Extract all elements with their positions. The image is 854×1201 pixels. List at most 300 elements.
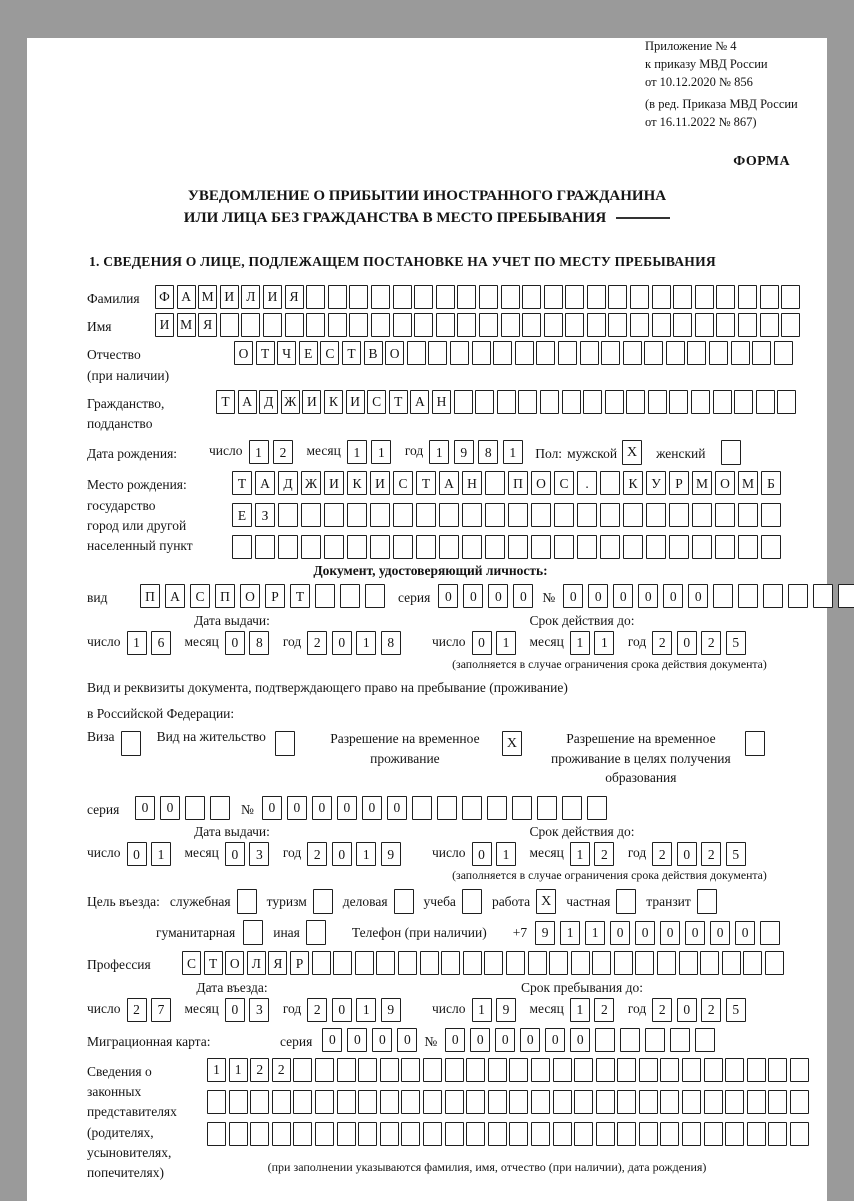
char-cell[interactable] — [600, 503, 620, 527]
char-cell[interactable]: А — [165, 584, 185, 608]
char-cell[interactable]: С — [554, 471, 574, 495]
char-cell[interactable] — [600, 471, 620, 495]
date-year-cell[interactable]: 5 — [726, 631, 746, 655]
char-cell[interactable] — [760, 313, 779, 337]
char-cell[interactable]: 0 — [463, 584, 483, 608]
char-cell[interactable] — [312, 951, 331, 975]
char-cell[interactable] — [673, 313, 692, 337]
char-cell[interactable] — [715, 503, 735, 527]
char-cell[interactable] — [700, 951, 719, 975]
char-cell[interactable]: . — [577, 471, 597, 495]
char-cell[interactable] — [768, 1058, 787, 1082]
char-cell[interactable] — [497, 390, 516, 414]
char-cell[interactable] — [393, 313, 412, 337]
char-cell[interactable] — [760, 285, 779, 309]
char-cell[interactable] — [558, 341, 577, 365]
date-year-cell[interactable]: 9 — [381, 998, 401, 1022]
char-cell[interactable] — [670, 1028, 690, 1052]
char-cell[interactable]: Е — [299, 341, 318, 365]
char-cell[interactable] — [380, 1058, 399, 1082]
char-cell[interactable] — [768, 1090, 787, 1114]
date-day-cell[interactable]: 0 — [472, 631, 492, 655]
purpose-business-checkbox[interactable] — [394, 889, 414, 914]
char-cell[interactable] — [692, 503, 712, 527]
char-cell[interactable]: М — [738, 471, 758, 495]
visa-checkbox[interactable] — [121, 731, 141, 756]
purpose-official-checkbox[interactable] — [237, 889, 257, 914]
char-cell[interactable]: 0 — [135, 796, 155, 820]
char-cell[interactable] — [466, 1058, 485, 1082]
char-cell[interactable] — [488, 1090, 507, 1114]
char-cell[interactable] — [713, 390, 732, 414]
char-cell[interactable] — [537, 796, 557, 820]
char-cell[interactable] — [682, 1122, 701, 1146]
date-year-cell[interactable]: 0 — [677, 998, 697, 1022]
char-cell[interactable]: Я — [198, 313, 217, 337]
char-cell[interactable] — [565, 285, 584, 309]
char-cell[interactable]: А — [255, 471, 275, 495]
char-cell[interactable]: 0 — [563, 584, 583, 608]
char-cell[interactable] — [393, 503, 413, 527]
date-year-cell[interactable]: 0 — [332, 631, 352, 655]
char-cell[interactable] — [414, 285, 433, 309]
char-cell[interactable] — [278, 535, 298, 559]
char-cell[interactable] — [646, 503, 666, 527]
char-cell[interactable]: 2 — [250, 1058, 269, 1082]
char-cell[interactable] — [509, 1122, 528, 1146]
char-cell[interactable] — [692, 535, 712, 559]
char-cell[interactable] — [605, 390, 624, 414]
char-cell[interactable]: О — [234, 341, 253, 365]
char-cell[interactable] — [648, 390, 667, 414]
char-cell[interactable] — [462, 535, 482, 559]
char-cell[interactable] — [562, 390, 581, 414]
char-cell[interactable] — [531, 1058, 550, 1082]
purpose-humanitarian-checkbox[interactable] — [243, 920, 263, 945]
char-cell[interactable] — [687, 341, 706, 365]
char-cell[interactable] — [738, 503, 758, 527]
date-year-cell[interactable]: 0 — [677, 842, 697, 866]
char-cell[interactable] — [508, 503, 528, 527]
char-cell[interactable] — [587, 313, 606, 337]
char-cell[interactable]: Н — [432, 390, 451, 414]
char-cell[interactable] — [285, 313, 304, 337]
char-cell[interactable]: С — [320, 341, 339, 365]
char-cell[interactable] — [747, 1090, 766, 1114]
date-year-cell[interactable]: 2 — [701, 998, 721, 1022]
char-cell[interactable] — [255, 535, 275, 559]
char-cell[interactable]: С — [182, 951, 201, 975]
char-cell[interactable]: И — [370, 471, 390, 495]
char-cell[interactable] — [207, 1090, 226, 1114]
char-cell[interactable] — [439, 503, 459, 527]
char-cell[interactable] — [577, 535, 597, 559]
char-cell[interactable]: 2 — [272, 1058, 291, 1082]
char-cell[interactable]: Р — [669, 471, 689, 495]
char-cell[interactable] — [790, 1090, 809, 1114]
char-cell[interactable]: К — [623, 471, 643, 495]
char-cell[interactable] — [716, 313, 735, 337]
char-cell[interactable] — [337, 1122, 356, 1146]
char-cell[interactable] — [660, 1122, 679, 1146]
char-cell[interactable] — [301, 503, 321, 527]
date-month-cell[interactable]: 1 — [371, 440, 391, 464]
char-cell[interactable] — [620, 1028, 640, 1052]
char-cell[interactable] — [630, 285, 649, 309]
char-cell[interactable] — [522, 285, 541, 309]
char-cell[interactable] — [660, 1058, 679, 1082]
char-cell[interactable] — [639, 1090, 658, 1114]
char-cell[interactable]: М — [198, 285, 217, 309]
date-year-cell[interactable]: 9 — [381, 842, 401, 866]
char-cell[interactable]: 0 — [570, 1028, 590, 1052]
char-cell[interactable] — [423, 1058, 442, 1082]
char-cell[interactable] — [512, 796, 532, 820]
char-cell[interactable] — [509, 1090, 528, 1114]
char-cell[interactable]: У — [646, 471, 666, 495]
char-cell[interactable] — [501, 313, 520, 337]
char-cell[interactable] — [531, 1090, 550, 1114]
char-cell[interactable] — [630, 313, 649, 337]
date-year-cell[interactable]: 2 — [652, 631, 672, 655]
char-cell[interactable] — [333, 951, 352, 975]
date-year-cell[interactable]: 1 — [503, 440, 523, 464]
char-cell[interactable]: З — [255, 503, 275, 527]
char-cell[interactable]: В — [364, 341, 383, 365]
date-day-cell[interactable]: 6 — [151, 631, 171, 655]
char-cell[interactable]: М — [692, 471, 712, 495]
char-cell[interactable] — [328, 313, 347, 337]
char-cell[interactable] — [185, 796, 205, 820]
char-cell[interactable]: 0 — [610, 921, 630, 945]
char-cell[interactable]: 0 — [337, 796, 357, 820]
char-cell[interactable] — [509, 1058, 528, 1082]
date-month-cell[interactable]: 3 — [249, 998, 269, 1022]
char-cell[interactable]: А — [177, 285, 196, 309]
char-cell[interactable]: С — [367, 390, 386, 414]
char-cell[interactable]: О — [531, 471, 551, 495]
char-cell[interactable] — [669, 390, 688, 414]
date-year-cell[interactable]: 2 — [307, 842, 327, 866]
char-cell[interactable]: Т — [416, 471, 436, 495]
date-year-cell[interactable]: 2 — [652, 842, 672, 866]
date-month-cell[interactable]: 1 — [570, 631, 590, 655]
char-cell[interactable]: 0 — [688, 584, 708, 608]
char-cell[interactable] — [704, 1058, 723, 1082]
char-cell[interactable]: 1 — [229, 1058, 248, 1082]
char-cell[interactable]: О — [715, 471, 735, 495]
char-cell[interactable] — [365, 584, 385, 608]
char-cell[interactable] — [301, 535, 321, 559]
char-cell[interactable] — [324, 503, 344, 527]
date-day-cell[interactable]: 9 — [496, 998, 516, 1022]
char-cell[interactable] — [691, 390, 710, 414]
char-cell[interactable] — [531, 535, 551, 559]
char-cell[interactable] — [781, 313, 800, 337]
char-cell[interactable] — [485, 471, 505, 495]
char-cell[interactable] — [761, 503, 781, 527]
char-cell[interactable]: 1 — [207, 1058, 226, 1082]
char-cell[interactable]: И — [346, 390, 365, 414]
char-cell[interactable] — [340, 584, 360, 608]
char-cell[interactable] — [349, 313, 368, 337]
char-cell[interactable]: 1 — [585, 921, 605, 945]
char-cell[interactable]: 0 — [322, 1028, 342, 1052]
char-cell[interactable] — [565, 313, 584, 337]
date-day-cell[interactable]: 1 — [127, 631, 147, 655]
char-cell[interactable]: Т — [290, 584, 310, 608]
char-cell[interactable]: 0 — [372, 1028, 392, 1052]
date-year-cell[interactable]: 8 — [381, 631, 401, 655]
char-cell[interactable] — [595, 1028, 615, 1052]
date-year-cell[interactable]: 9 — [454, 440, 474, 464]
char-cell[interactable] — [412, 796, 432, 820]
char-cell[interactable] — [553, 1090, 572, 1114]
char-cell[interactable] — [493, 341, 512, 365]
char-cell[interactable] — [704, 1122, 723, 1146]
char-cell[interactable]: О — [225, 951, 244, 975]
char-cell[interactable] — [669, 535, 689, 559]
char-cell[interactable] — [428, 341, 447, 365]
char-cell[interactable] — [229, 1122, 248, 1146]
char-cell[interactable] — [441, 951, 460, 975]
char-cell[interactable] — [760, 921, 780, 945]
char-cell[interactable] — [241, 313, 260, 337]
char-cell[interactable] — [445, 1090, 464, 1114]
char-cell[interactable] — [574, 1058, 593, 1082]
char-cell[interactable] — [549, 951, 568, 975]
char-cell[interactable] — [644, 341, 663, 365]
char-cell[interactable] — [601, 341, 620, 365]
date-month-cell[interactable]: 2 — [594, 998, 614, 1022]
char-cell[interactable] — [439, 535, 459, 559]
char-cell[interactable] — [380, 1090, 399, 1114]
char-cell[interactable] — [358, 1090, 377, 1114]
char-cell[interactable] — [614, 951, 633, 975]
char-cell[interactable] — [220, 313, 239, 337]
char-cell[interactable] — [272, 1090, 291, 1114]
char-cell[interactable]: 0 — [387, 796, 407, 820]
char-cell[interactable] — [358, 1122, 377, 1146]
char-cell[interactable] — [454, 390, 473, 414]
char-cell[interactable]: Е — [232, 503, 252, 527]
char-cell[interactable] — [679, 951, 698, 975]
char-cell[interactable]: 0 — [513, 584, 533, 608]
char-cell[interactable] — [669, 503, 689, 527]
purpose-work-checkbox[interactable]: X — [536, 889, 556, 914]
char-cell[interactable] — [747, 1058, 766, 1082]
char-cell[interactable] — [623, 535, 643, 559]
char-cell[interactable] — [293, 1090, 312, 1114]
date-day-cell[interactable]: 2 — [273, 440, 293, 464]
char-cell[interactable] — [652, 285, 671, 309]
char-cell[interactable] — [370, 503, 390, 527]
char-cell[interactable] — [337, 1058, 356, 1082]
char-cell[interactable] — [445, 1122, 464, 1146]
char-cell[interactable] — [623, 503, 643, 527]
char-cell[interactable]: 0 — [362, 796, 382, 820]
date-month-cell[interactable]: 0 — [225, 842, 245, 866]
char-cell[interactable] — [635, 951, 654, 975]
char-cell[interactable] — [715, 535, 735, 559]
char-cell[interactable]: Т — [256, 341, 275, 365]
char-cell[interactable] — [423, 1090, 442, 1114]
char-cell[interactable] — [407, 341, 426, 365]
char-cell[interactable]: И — [302, 390, 321, 414]
char-cell[interactable] — [393, 285, 412, 309]
char-cell[interactable] — [457, 313, 476, 337]
char-cell[interactable]: А — [238, 390, 257, 414]
char-cell[interactable] — [328, 285, 347, 309]
char-cell[interactable] — [250, 1090, 269, 1114]
char-cell[interactable] — [768, 1122, 787, 1146]
char-cell[interactable] — [738, 313, 757, 337]
char-cell[interactable] — [544, 313, 563, 337]
char-cell[interactable]: Л — [247, 951, 266, 975]
char-cell[interactable] — [646, 535, 666, 559]
char-cell[interactable] — [695, 285, 714, 309]
char-cell[interactable] — [713, 584, 733, 608]
char-cell[interactable] — [743, 951, 762, 975]
char-cell[interactable] — [763, 584, 783, 608]
char-cell[interactable]: С — [393, 471, 413, 495]
date-month-cell[interactable]: 0 — [225, 998, 245, 1022]
char-cell[interactable] — [580, 341, 599, 365]
char-cell[interactable] — [626, 390, 645, 414]
date-year-cell[interactable]: 1 — [356, 631, 376, 655]
char-cell[interactable]: 0 — [613, 584, 633, 608]
char-cell[interactable] — [306, 285, 325, 309]
residence-permit-checkbox[interactable] — [275, 731, 295, 756]
char-cell[interactable]: А — [439, 471, 459, 495]
purpose-transit-checkbox[interactable] — [697, 889, 717, 914]
char-cell[interactable] — [315, 1058, 334, 1082]
date-year-cell[interactable]: 8 — [478, 440, 498, 464]
char-cell[interactable] — [813, 584, 833, 608]
char-cell[interactable] — [436, 313, 455, 337]
char-cell[interactable]: 0 — [710, 921, 730, 945]
purpose-study-checkbox[interactable] — [462, 889, 482, 914]
char-cell[interactable]: 0 — [488, 584, 508, 608]
char-cell[interactable] — [531, 503, 551, 527]
date-year-cell[interactable]: 0 — [332, 998, 352, 1022]
char-cell[interactable]: Ж — [301, 471, 321, 495]
char-cell[interactable] — [484, 951, 503, 975]
char-cell[interactable] — [518, 390, 537, 414]
char-cell[interactable] — [617, 1122, 636, 1146]
char-cell[interactable] — [553, 1122, 572, 1146]
char-cell[interactable] — [596, 1090, 615, 1114]
date-year-cell[interactable]: 1 — [356, 998, 376, 1022]
char-cell[interactable]: Н — [462, 471, 482, 495]
char-cell[interactable]: Ф — [155, 285, 174, 309]
char-cell[interactable] — [488, 1058, 507, 1082]
char-cell[interactable] — [734, 390, 753, 414]
char-cell[interactable] — [210, 796, 230, 820]
char-cell[interactable] — [583, 390, 602, 414]
char-cell[interactable] — [695, 313, 714, 337]
char-cell[interactable]: П — [140, 584, 160, 608]
char-cell[interactable] — [781, 285, 800, 309]
char-cell[interactable] — [639, 1122, 658, 1146]
date-year-cell[interactable]: 2 — [307, 998, 327, 1022]
date-year-cell[interactable]: 2 — [701, 631, 721, 655]
char-cell[interactable] — [466, 1122, 485, 1146]
date-day-cell[interactable]: 1 — [151, 842, 171, 866]
char-cell[interactable]: 0 — [470, 1028, 490, 1052]
char-cell[interactable] — [577, 503, 597, 527]
char-cell[interactable] — [544, 285, 563, 309]
date-month-cell[interactable]: 1 — [594, 631, 614, 655]
char-cell[interactable] — [838, 584, 854, 608]
char-cell[interactable] — [528, 951, 547, 975]
char-cell[interactable] — [462, 796, 482, 820]
char-cell[interactable] — [370, 535, 390, 559]
char-cell[interactable]: Т — [342, 341, 361, 365]
char-cell[interactable] — [324, 535, 344, 559]
char-cell[interactable]: 1 — [560, 921, 580, 945]
char-cell[interactable]: Б — [761, 471, 781, 495]
char-cell[interactable] — [596, 1058, 615, 1082]
char-cell[interactable] — [600, 535, 620, 559]
char-cell[interactable] — [562, 796, 582, 820]
char-cell[interactable] — [752, 341, 771, 365]
char-cell[interactable] — [790, 1058, 809, 1082]
char-cell[interactable] — [347, 535, 367, 559]
char-cell[interactable] — [347, 503, 367, 527]
char-cell[interactable] — [731, 341, 750, 365]
char-cell[interactable] — [765, 951, 784, 975]
char-cell[interactable] — [682, 1058, 701, 1082]
char-cell[interactable] — [401, 1090, 420, 1114]
char-cell[interactable] — [657, 951, 676, 975]
char-cell[interactable] — [479, 285, 498, 309]
char-cell[interactable] — [508, 535, 528, 559]
char-cell[interactable] — [682, 1090, 701, 1114]
char-cell[interactable] — [738, 584, 758, 608]
char-cell[interactable] — [660, 1090, 679, 1114]
char-cell[interactable] — [315, 1122, 334, 1146]
char-cell[interactable] — [437, 796, 457, 820]
date-month-cell[interactable]: 8 — [249, 631, 269, 655]
char-cell[interactable] — [485, 535, 505, 559]
char-cell[interactable] — [574, 1122, 593, 1146]
char-cell[interactable] — [376, 951, 395, 975]
purpose-private-checkbox[interactable] — [616, 889, 636, 914]
char-cell[interactable]: 0 — [262, 796, 282, 820]
char-cell[interactable]: П — [215, 584, 235, 608]
char-cell[interactable] — [571, 951, 590, 975]
char-cell[interactable] — [756, 390, 775, 414]
char-cell[interactable]: Р — [265, 584, 285, 608]
char-cell[interactable]: О — [240, 584, 260, 608]
char-cell[interactable] — [401, 1058, 420, 1082]
char-cell[interactable] — [725, 1122, 744, 1146]
char-cell[interactable] — [645, 1028, 665, 1052]
char-cell[interactable]: К — [347, 471, 367, 495]
date-year-cell[interactable]: 5 — [726, 842, 746, 866]
char-cell[interactable]: И — [155, 313, 174, 337]
char-cell[interactable] — [554, 535, 574, 559]
char-cell[interactable] — [623, 341, 642, 365]
char-cell[interactable]: 0 — [495, 1028, 515, 1052]
char-cell[interactable]: И — [324, 471, 344, 495]
char-cell[interactable] — [506, 951, 525, 975]
char-cell[interactable] — [738, 285, 757, 309]
char-cell[interactable] — [263, 313, 282, 337]
char-cell[interactable] — [355, 951, 374, 975]
char-cell[interactable] — [515, 341, 534, 365]
